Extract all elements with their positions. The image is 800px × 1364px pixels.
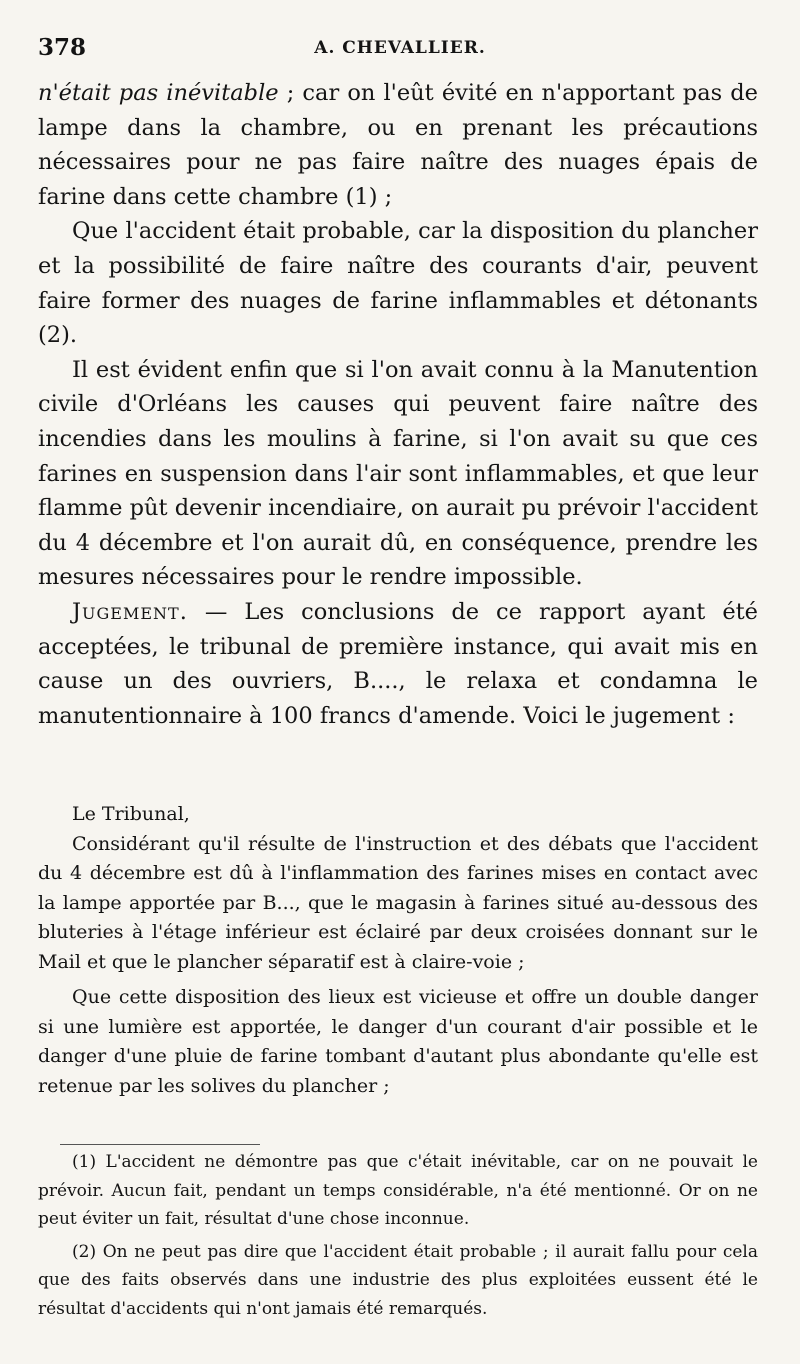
paragraph-1 (38, 76, 758, 214)
running-title: A. CHEVALLIER. (314, 38, 486, 58)
footnote-2: (2) On ne peut pas dire que l'accident était probable ; il aurait fallu pour cela que des faits observés dans une industrie des plus exploitées eussent été le résultat d'accidents qui n'ont jamais été remarqués. (38, 1241, 758, 1319)
judgment-text (38, 800, 758, 1101)
page-number: 378 (38, 34, 87, 61)
judgment-opening: Le Tribunal, (72, 803, 190, 825)
main-text (38, 76, 758, 733)
paragraph-1-italic: n'était pas inévitable (38, 80, 279, 106)
footnote-1: (1) L'accident ne démontre pas que c'était inévitable, car on ne pouvait le prévoir. Aucun fait, pendant un temps considérable, n'a été mentionné. Or on ne peut éviter un fait, résultat d'une chose inconnue. (38, 1152, 758, 1229)
footnote-divider (60, 1144, 260, 1145)
judgment-considerant-1: Considérant qu'il résulte de l'instruction et des débats que l'accident du 4 décembre est dû à l'inflammation des farines mises en contact avec la lampe apportée par B..., que le magasin à farines situé au-dessous des bluteries à l'étage inférieur est éclairé par deux croisées donnant sur le Mail et que le plancher séparatif est à claire-voie ; (38, 832, 758, 973)
paragraph-4-text: — Les conclusions de ce rapport ayant été acceptées, le tribunal de première instance, qui avait mis en cause un des ouvriers, B...., le relaxa et condamna le manutentionnaire à 100 francs d'amende. Voici le jugement : (38, 598, 758, 729)
paragraph-2: Que l'accident était probable, car la disposition du plancher et la possibilité de faire naître des courants d'air, peuvent faire former des nuages de farine inflammables et détonants (2). (38, 218, 758, 349)
judgment-heading: Jugement. (72, 598, 188, 625)
paragraph-4 (38, 595, 758, 733)
paragraph-3: Il est évident enfin que si l'on avait connu à la Manutention civile d'Orléans les causes qui peuvent faire naître des incendies dans les moulins à farine, si l'on avait su que ces farines en suspension dans l'air sont inflammables, et que leur flamme pût devenir incendiaire, on aurait pu prévoir l'accident du 4 décembre et l'on aurait dû, en conséquence, prendre les mesures nécessaires pour le rendre impossible. (38, 356, 758, 591)
judgment-considerant-2: Que cette disposition des lieux est vicieuse et offre un double danger si une lumière est apportée, le danger d'un courant d'air possible et le danger d'une pluie de farine tombant d'autant plus abondante qu'elle est retenue par les solives du plancher ; (38, 986, 758, 1097)
running-header (38, 34, 762, 70)
paragraph-1-text: ; car on l'eût évité en n'apportant pas de lampe dans la chambre, ou en prenant les précautions nécessaires pour ne pas faire naître des nuages épais de farine dans cette chambre (1) ; (38, 80, 758, 210)
footnotes (38, 1148, 758, 1323)
